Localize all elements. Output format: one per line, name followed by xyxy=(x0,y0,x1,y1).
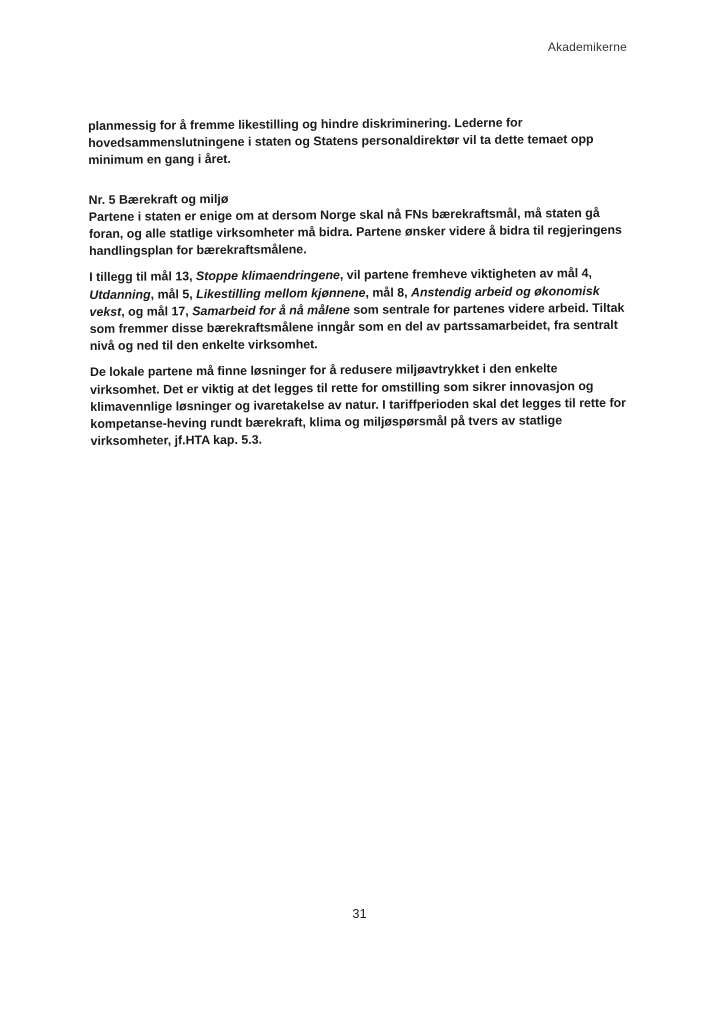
paragraph-local-parties: De lokale partene må finne løsninger for å redusere miljøavtrykket i den enkelte virksomhet. Det er viktig at det legges til rette for omstilling som sikrer innovasjon og klimavennlige løsninger og ivaretakelse av natur. I tariffperioden skal det legges til rette for kompetanse-heving rundt bærekraft, klima og miljøspørsmål på tvers av statlige virksomheter, jf.HTA kap. 5.3. xyxy=(89,361,627,449)
text-run: , mål 8, xyxy=(365,285,412,300)
goal-8-title: Anstendig arbeid og økonomisk vekst xyxy=(89,283,600,319)
text-run: I tillegg til mål 13, xyxy=(89,269,197,285)
goal-17-title: Samarbeid for å nå målene xyxy=(192,302,350,319)
section-heading: Nr. 5 Bærekraft og miljø xyxy=(88,191,229,207)
text-run: , mål 5, xyxy=(150,286,197,302)
text-run: som sentrale for partenes videre arbeid. Tiltak som fremmer disse bærekraftsmålene inngår som en del av partssamarbeidet, fra sentralt nivå og ned til den enkelte virksomhet. xyxy=(89,300,625,354)
page-number: 31 xyxy=(352,906,367,921)
intro-paragraph: planmessig for å fremme likestilling og hindre diskriminering. Lederne for hovedsammenslutningene i staten og Statens personaldirektør vil ta dette temaet opp minimum en gang i året. xyxy=(88,115,594,168)
goal-13-title: Stoppe klimaendringene xyxy=(195,268,340,284)
paragraph-sustainability-agreement: Partene i staten er enige om at dersom Norge skal nå FNs bærekraftsmål, må staten gå foran, og alle statlige virksomheter må bidra. Partene ønsker videre å bidra til regjeringens handlingsplan for bærekraftsmålene. xyxy=(88,205,622,259)
header-organization: Akademikerne xyxy=(547,40,627,54)
text-run: , vil partene fremheve viktigheten av mål 4, xyxy=(339,266,592,283)
goal-4-title: Utdanning xyxy=(89,287,151,302)
body-text xyxy=(88,114,631,451)
paragraph-sdg-goals xyxy=(89,265,630,355)
text-run: , og mål 17, xyxy=(121,304,193,319)
goal-5-title: Likestilling mellom kjønnene xyxy=(196,285,366,301)
